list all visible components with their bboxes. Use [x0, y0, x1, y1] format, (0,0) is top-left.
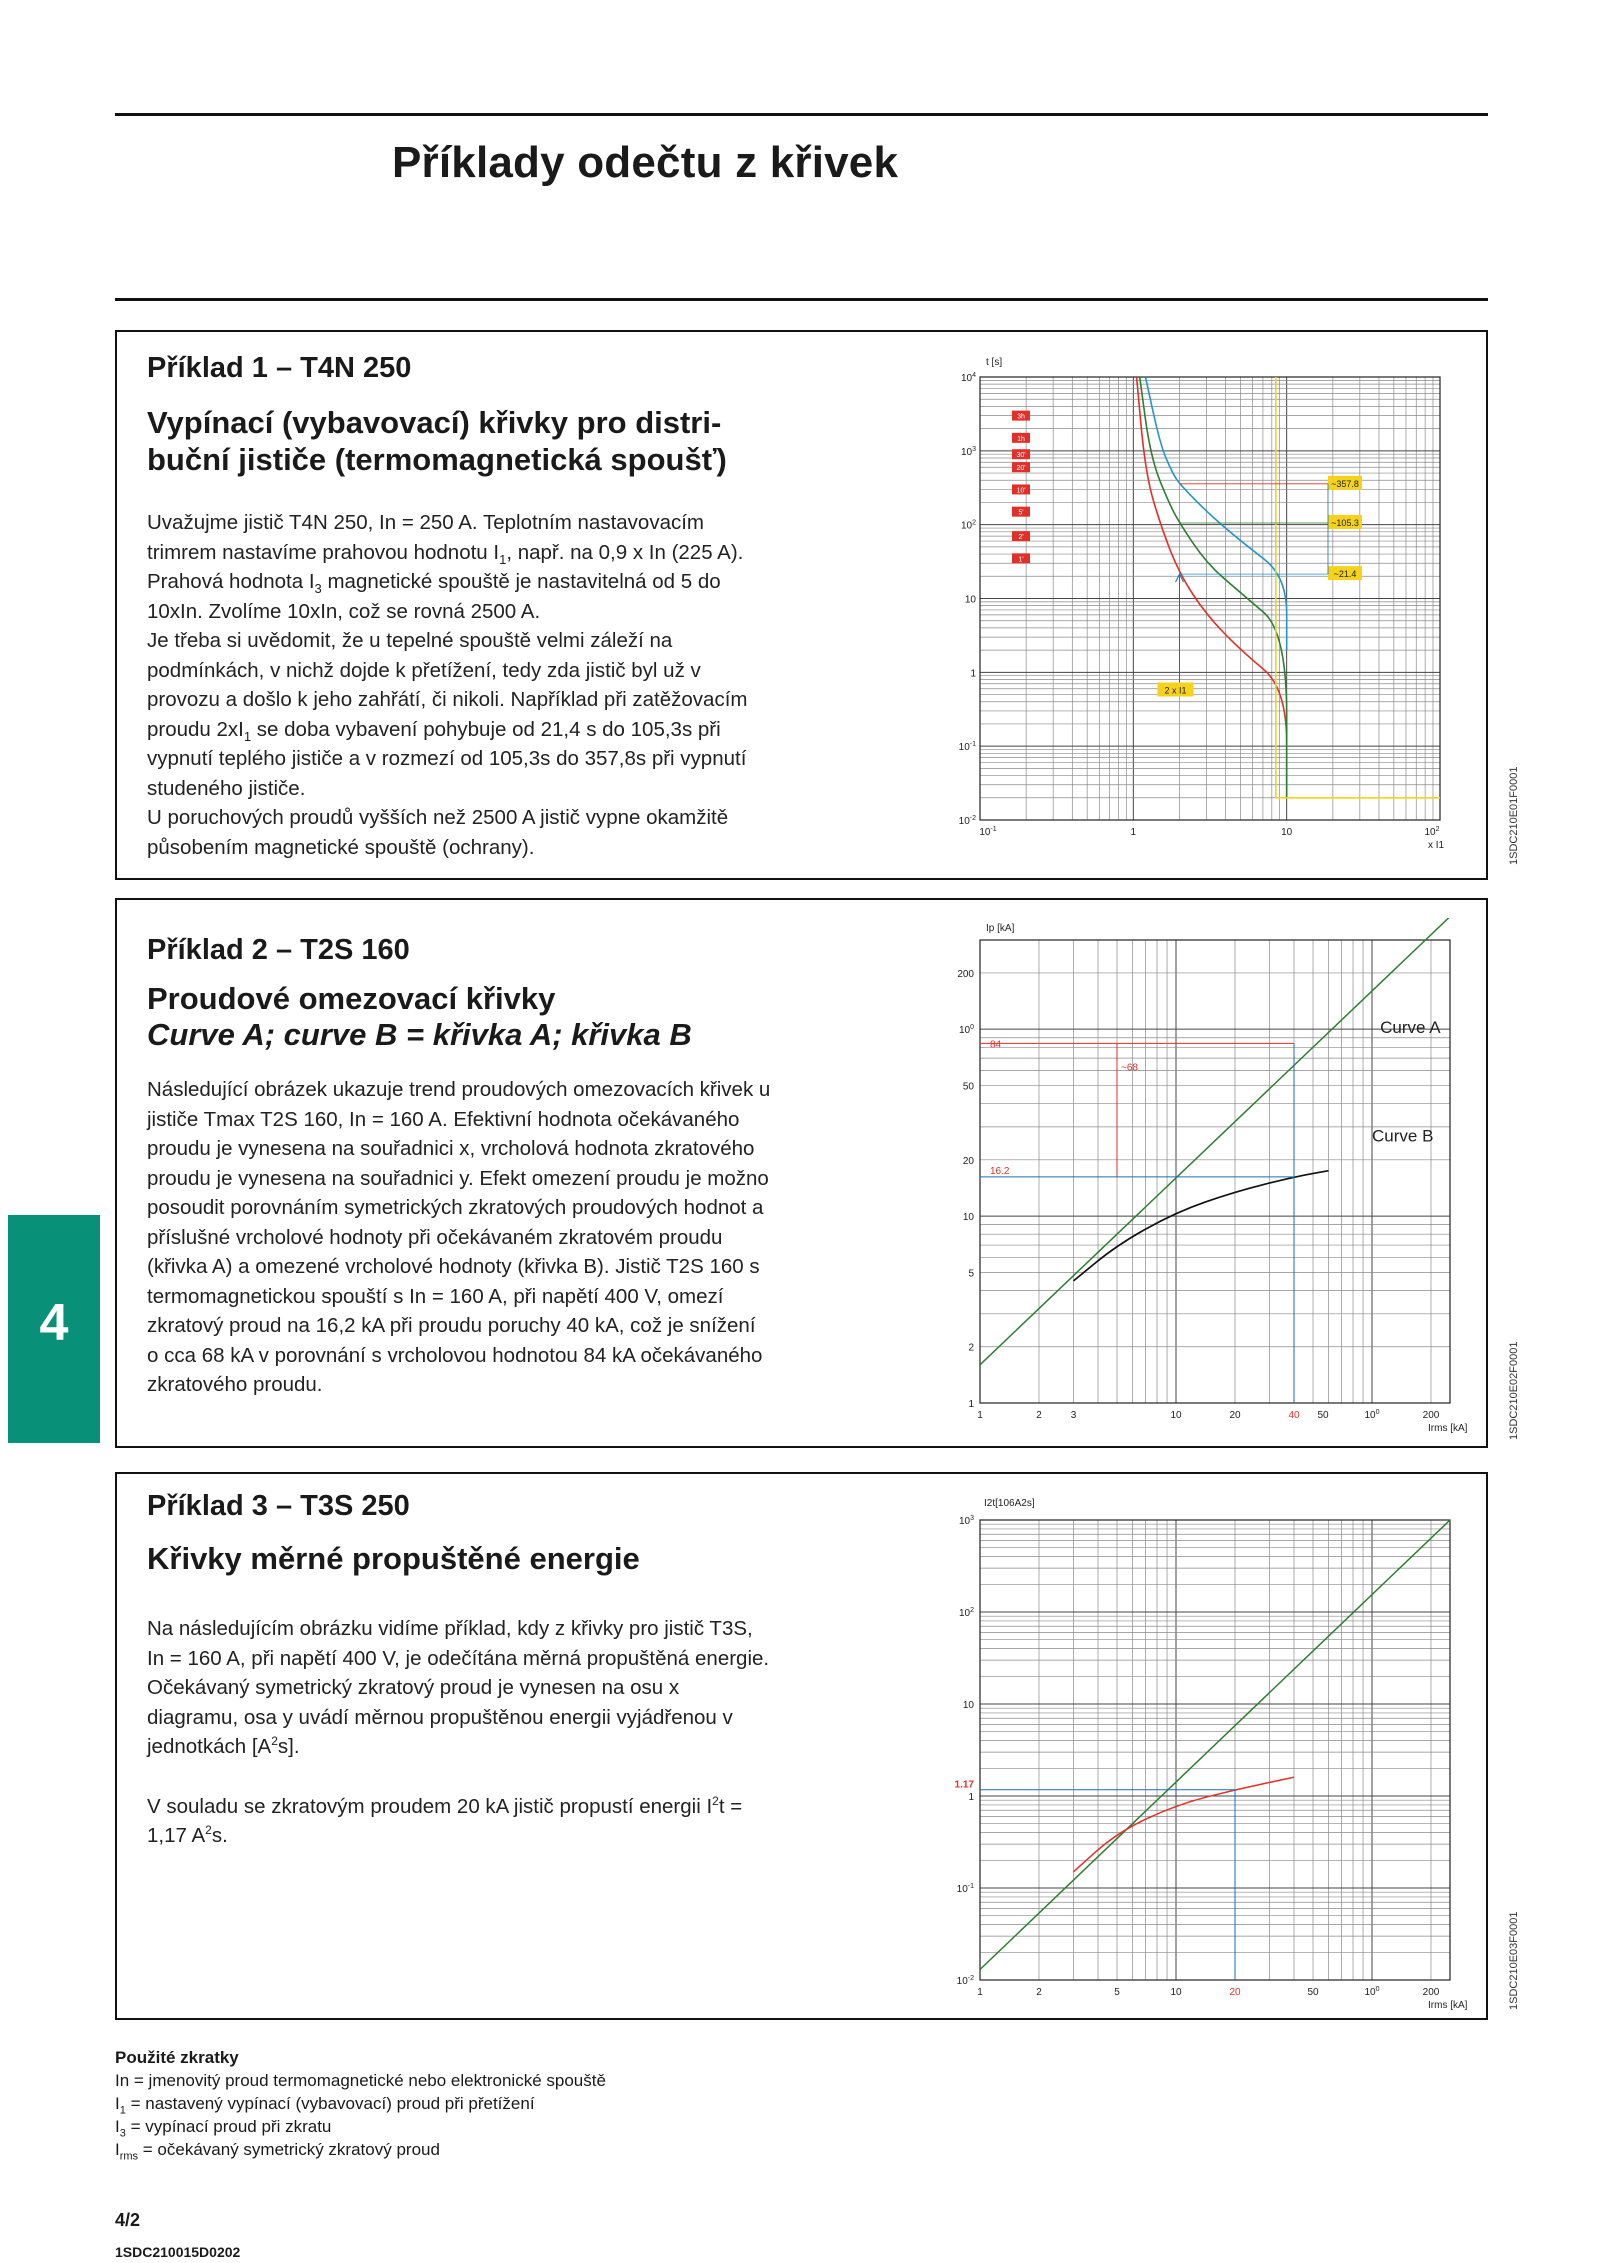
y-axis-label: t [s]: [986, 357, 1003, 368]
time-marker-label: 30': [1016, 452, 1026, 460]
y-axis-label: I2t[106A2s]: [984, 1498, 1035, 1509]
y-tick-label: 50: [962, 1081, 974, 1093]
x-tick-label: 3: [1070, 1410, 1077, 1421]
x-tick-label: 200: [1422, 1987, 1440, 1998]
example-2-heading: Příklad 2 – T2S 160: [147, 934, 410, 966]
y-tick-label: $10^3$: [958, 1515, 974, 1527]
trip-curve-green: [1140, 377, 1287, 798]
x-axis-label: Irms [kA]: [1428, 2000, 1468, 2010]
document-code: 1SDC210015D0202: [115, 2244, 241, 2260]
time-marker-label: 3h: [1017, 413, 1025, 421]
top-rule: [115, 113, 1488, 116]
x-tick-label: $10^2$: [1424, 826, 1440, 838]
example-3-paragraph-1: Na následujícím obrázku vidíme příklad, kdy z křivky pro jistič T3S, In = 160 A, při napětí 400 V, je odečítána měrná propuštěná energie. Očekávaný symetrický zkratový proud je vynesen na osu x diagramu, osa y uvádí měrnou propuštěnou energii vyjádřenou v jednotkách $[A^2s]$.: [147, 1617, 770, 1758]
example-1-paragraph-2: Je třeba si uvědomit, že u tepelné spouště velmi záleží na podmínkách, v nichž dojde k přetížení, tedy zda jistič byl už v provozu a došlo k jeho zahřátí, či nikoli. Například při zatěžovacím proudu $2xI_1$ se doba vybavení pohybuje od 21,4 s do 105,3s při vypnutí teplého jističe a v rozmezí od 105,3s do 357,8s při vypnutí studeného jističe.: [147, 629, 748, 800]
current-limiting-chart: [950, 918, 1470, 1433]
value-68: ~68: [1120, 1062, 1138, 1074]
marker-2xi1-label: 2 x I1: [1164, 685, 1187, 696]
example-1-subtitle: [147, 404, 727, 478]
value-84: 84: [990, 1039, 1002, 1051]
y-tick-label: $10^{-1}$: [956, 1883, 974, 1895]
example-1-subtitle-line1: Vypínací (vybavovací) křivky pro distri-: [147, 405, 722, 440]
x-tick-label: 50: [1317, 1410, 1329, 1421]
example-3-subtitle: Křivky měrné propuštěné energie: [147, 1541, 640, 1576]
page-number: 4/2: [115, 2210, 141, 2230]
x-tick-label: 20: [1229, 1410, 1241, 1421]
value-117: 1.17: [954, 1779, 974, 1791]
abbreviation-irms: $I_{rms}$ = očekávaný symetrický zkratový proud: [115, 2140, 440, 2163]
y-tick-label: 200: [957, 968, 974, 980]
chapter-tab: [8, 1215, 100, 1443]
example-3-paragraph-2: V souladu se zkratovým proudem 20 kA jistič propustí energii $I^2t = 1,17$ $A^2s$.: [147, 1793, 743, 1847]
value-162: 16.2: [990, 1165, 1010, 1177]
abbreviations: [115, 2046, 606, 2161]
y-tick-label: 10: [962, 1212, 974, 1224]
time-marker-label: 20': [1016, 465, 1026, 473]
y-axis-label: Ip [kA]: [986, 923, 1015, 934]
y-tick-label: $10^2$: [958, 1607, 974, 1619]
trip-curve-blue: [1146, 377, 1287, 650]
time-marker-label: 5': [1018, 509, 1024, 517]
example-1-paragraph-3: U poruchových proudů vyšších než 2500 A jistič vypne okamžitě působením magnetické spouště (ochrany).: [147, 806, 729, 859]
example-3-body: [147, 1614, 772, 1851]
example-1-heading: Příklad 1 – T4N 250: [147, 352, 412, 384]
time-marker-label: 2': [1018, 534, 1024, 542]
y-tick-label: 1: [968, 1399, 974, 1410]
x-tick-label: 2: [1036, 1987, 1042, 1998]
example-2-body: Následující obrázek ukazuje trend proudových omezovacích křivek u jističe Tmax T2S 160, In = 160 A. Efektivní hodnota očekávaného proudu je vynesena na souřadnici x, vrcholová hodnota zkratového proudu je vynesena na souřadnici y. Efekt omezení proudu je možno posoudit porovnáním symetrických zkratových proudových hodnot a příslušné vrcholové hodnoty při očekávaném zkratovém proudu (křivka A) a omezené vrcholové hodnoty (křivka B). Jistič T2S 160 s termomagnetickou spouští s In = 160 A, při napětí 400 V, omezí zkratový proud na 16,2 kA při proudu poruchy 40 kA, což je snížení o cca 68 kA v porovnání s vrcholovou hodnotou 84 kA očekávaného zkratového proudu.: [147, 1078, 771, 1396]
x-tick-label: 50: [1307, 1987, 1319, 1998]
y-tick-label: $10^{-2}$: [958, 815, 976, 827]
x-tick-label: 1: [1130, 827, 1137, 838]
y-tick-label: 1: [968, 1792, 974, 1803]
y-tick-label: 5: [968, 1268, 974, 1280]
trip-curve-red: [1137, 377, 1287, 798]
y-tick-label: $10^{-2}$: [956, 1975, 974, 1987]
abbreviation-i1: $I_1$ = nastavený vypínací (vybavovací) proud při přetížení: [115, 2094, 535, 2117]
page-title: Příklady odečtu z křivek: [392, 138, 899, 187]
x-tick-label: 1: [977, 1987, 983, 1998]
x-tick-label: 10: [1281, 827, 1293, 838]
x-tick-label: 2: [1036, 1410, 1042, 1421]
time-marker-label: 1': [1018, 556, 1024, 564]
abbreviation-i3: $I_3$ = vypínací proud při zkratu: [115, 2117, 332, 2140]
example-3-heading: Příklad 3 – T3S 250: [147, 1490, 410, 1522]
readout-label: ~357.8: [1331, 478, 1359, 489]
x-tick-label: 10: [1170, 1987, 1182, 1998]
x-tick-label: 1: [977, 1410, 983, 1421]
let-through-red-line: [1074, 1777, 1295, 1872]
x-tick-label: $10^0$: [1364, 1986, 1380, 1998]
abbreviations-title: Použité zkratky: [115, 2048, 239, 2067]
curve-a-label: Curve A: [1380, 1018, 1441, 1038]
y-tick-label: 20: [962, 1155, 974, 1167]
readout-label: ~105.3: [1331, 518, 1359, 529]
magnetic-threshold-line: [1276, 377, 1440, 798]
y-tick-label: 1: [970, 668, 976, 680]
time-marker-label: 10': [1016, 487, 1026, 495]
chart-3-code: 1SDC210E03F0001: [1508, 1911, 1520, 2010]
curve-b-line: [1074, 1171, 1329, 1281]
x-tick-label: 40: [1288, 1410, 1300, 1421]
x-axis-label: Irms [kA]: [1428, 1423, 1468, 1433]
c2-frame: [980, 940, 1450, 1403]
example-1-subtitle-line2: buční jističe (termomagnetická spoušť): [147, 442, 727, 477]
x-tick-label: 5: [1114, 1987, 1120, 1998]
x-tick-label: $10^{-1}$: [979, 826, 997, 838]
chart-1-code: 1SDC210E01F0001: [1508, 766, 1520, 865]
example-2-subtitle-line1: Proudové omezovací křivky: [147, 981, 556, 1016]
y-tick-label: $10^2$: [960, 519, 976, 532]
x-tick-label: 20: [1229, 1987, 1241, 1998]
let-through-energy-chart: [950, 1490, 1470, 2010]
c3-frame: [980, 1520, 1450, 1980]
y-tick-label: $10^{-1}$: [958, 741, 976, 754]
example-1-paragraph-1: Uvažujme jistič T4N 250, In = 250 A. Teplotním nastavovacím trimrem nastavíme prahovou hodnotu $I_1$, např. na 0,9 x In (225 A). Prahová hodnota $I_3$ magnetické spouště je nastavitelná od 5 do 10xIn. Zvolíme 10xIn, což se rovná 2500 A.: [147, 511, 744, 623]
x-axis-label: x I1: [1428, 840, 1445, 851]
y-tick-label: $10^4$: [960, 372, 976, 384]
readout-label: ~21.4: [1333, 569, 1357, 580]
time-marker-label: 1h: [1017, 435, 1025, 443]
x-tick-label: 200: [1422, 1410, 1440, 1421]
y-tick-label: $10^0$: [958, 1024, 974, 1037]
x-tick-label: 10: [1170, 1410, 1182, 1421]
example-2-subtitle-line2: Curve A; curve B = křivka A; křivka B: [147, 1017, 692, 1052]
abbreviation-in: In = jmenovitý proud termomagnetické nebo elektronické spouště: [115, 2071, 606, 2090]
chapter-tab-label: 4: [39, 1294, 69, 1352]
curve-b-label: Curve B: [1372, 1126, 1434, 1146]
y-tick-label: 10: [964, 594, 976, 606]
y-tick-label: 2: [968, 1342, 974, 1354]
example-1-body: [147, 508, 772, 862]
y-tick-label: 10: [962, 1700, 974, 1711]
x-tick-label: $10^0$: [1364, 1409, 1380, 1421]
y-tick-label: $10^3$: [960, 445, 976, 458]
title-rule: [115, 298, 1488, 301]
chart-2-code: 1SDC210E02F0001: [1508, 1341, 1520, 1440]
trip-curve-chart: [950, 355, 1470, 865]
